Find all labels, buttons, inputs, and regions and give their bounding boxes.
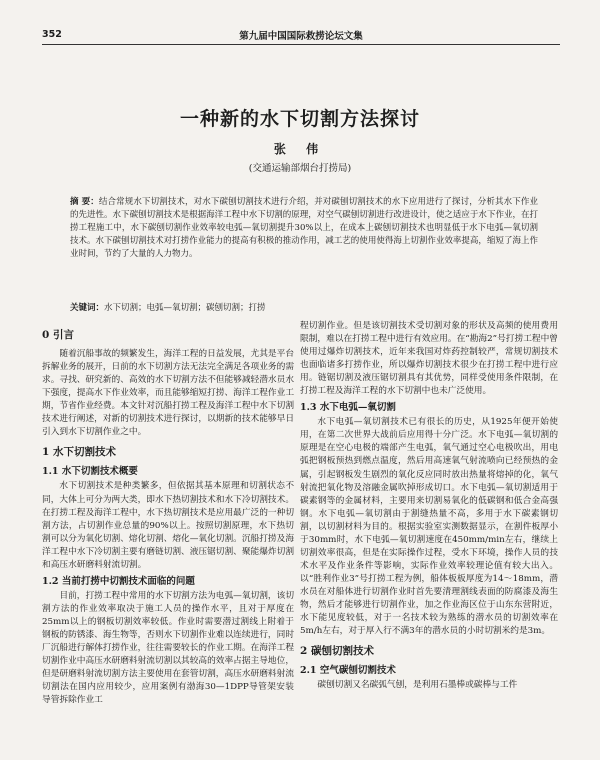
left-column — [42, 322, 294, 707]
section-1-1-paragraph: 水下切割技术是种类繁多，但依据其基本原理和切割状态不同，大体上可分为两大类，即水下热切割技术和水下冷切割技术。在打捞工程及海洋工程中，水下热切割技术是应用最广泛的一种切割方法，占切割作业总量的90%以上。按照切割原理，水下热切割可以分为氧化切割、熔化切割、熔化—氧化切割。沉船打捞及海洋工程中水下冷切割主要有磨链切割、液压锯切割、聚能爆炸切割和高压水研磨料射流切割。 — [42, 481, 294, 570]
abstract-text: 结合常规水下切割技术，对水下碳刨切割技术进行介绍，并对碳刨切割技术的水下应用进行了探讨，分析其水下作业的先进性。水下碳刨切割技术是根据海洋工程中水下切割的原理，对空气碳刨切割进行改进设计，使之适应于水下作业，在打捞工程施工中，水下碳刨切割作业效率较电弧—氧切割提升30%以上，在成本上碳刨切割技术也明显低于水下电弧—氧切割技术。水下碳刨切割技术对打捞作业能力的提高有积极的推动作用，减工艺的使用使得海上切割作业效率提高，缩短了海上作业时间，节约了大量的人力物力。 — [70, 197, 538, 260]
abstract-label: 摘 要： — [70, 197, 99, 207]
author-affiliation: (交通运输部烟台打捞局) — [248, 163, 352, 174]
section-0-heading: 0 引言 — [42, 329, 74, 341]
section-1-2-heading: 1.2 当前打捞中切割技术面临的问题 — [42, 575, 195, 587]
abstract-block — [70, 196, 538, 261]
section-1-2-paragraph: 目前，打捞工程中常用的水下切割方法为电弧—氧切割，该切割方法的作业效率取决于施工人员的操作水平，且对于厚度在25mm以上的钢板切割效率较低。作业时需要潜过割线上附着于钢板的防锈漆、海生物等，否则水下切割作业难以连续进行，同时厂沉船进行解体打捞作业，往往需要较长的作业工期。在海洋工程切割作业中高压水研磨料射流切割以其较高的效率占据主导地位，但是研磨料射流切割方法主要使用在套管切割，高压水研磨料射流切割法在国内应用较少，应用案例有渤海30—1DPP导管架安装导管拆除作业工 — [42, 590, 294, 706]
conference-title: 第九届中国国际救捞论坛文集 — [239, 31, 363, 42]
keywords-label: 关键词： — [70, 303, 105, 313]
section-0-paragraph: 随着沉船事故的频繁发生，海洋工程的日益发展，尤其是平台拆解业务的展开，日前的水下切割方法无法完全满足各项业务的需求。寻找、研究新的、高效的水下切割方法不但能够减轻潜水员水下强度，提高水下作业效率，而且能够缩短打捞、海洋工程作业工期，节省作业经费。本文针对沉船打捞工程及海洋工程中水下切割技术进行阐述，对新的切割技术进行探讨，以期新的技术能够早日引入到水下切割作业之中。 — [42, 349, 294, 438]
section-2-heading: 2 碳刨切割技术 — [300, 645, 374, 658]
section-2-1-paragraph: 碳刨切割又名碳弧气刨，是利用石墨棒或碳棒与工件 — [317, 680, 518, 691]
right-column — [300, 320, 558, 692]
section-1-1-heading: 1.1 水下切割技术概要 — [42, 466, 138, 478]
keywords-block — [70, 302, 538, 315]
keywords-text: 水下切割；电弧—氧切割；碳刨切割；打捞 — [104, 303, 266, 313]
section-1-3-heading: 1.3 水下电弧—氧切割 — [300, 402, 396, 414]
continued-paragraph: 程切割作业。但是该切割技术受切割对象的形状及高频的使用费用限制，难以在打捞工程中进行有效应用。在“勘海2”号打捞工程中曾使用过爆炸切割技术，近年来我国对炸药控制较严，常规切割技术也面临诸多打捞作业，所以爆炸切割技术很少在打捞工程中进行应用。链锯切割及液压锯切割具有其优势，同样受使用条件限制，在打捞工程及海洋工程的水下切割中也未广泛使用。 — [300, 321, 558, 397]
paper-title: 一种新的水下切割方法探讨 — [179, 108, 420, 130]
page-number: 352 — [42, 29, 62, 40]
section-2-1-heading: 2.1 空气碳刨切割技术 — [300, 665, 396, 677]
section-1-3-paragraph: 水下电弧—氧切割技术已有很长的历史，从1925年便开始使用，在第二次世界大战前后应用得十分广泛。水下电弧—氧切割的原理是在空心电极的端部产生电弧，氧气通过空心电极吹出，用电弧把钢板预热到燃点温度，然后用高速氧气射流喷向已经预热的金属，引起钢板发生剧烈的氧化反应同时放出热量将熔掉的化，氧气射流把氧化物及溶融金属吹掉形成切口。水下电弧—氧切割适用于碳素钢等的金属材料，主要用来切割易氧化的低碳钢和低合金高强钢。水下电弧—氧切割由于割缝热量不高，多用于水下碳素钢切割，以切割材料为目的。根据实验室实测数据显示，在割件板厚小于30mm时，水下电弧—氧切割速度在450mm/min左右，继续上切割效率很高，但是在实际操作过程，受水下环境，操作人员的技术水平及作业条件等影响，实际作业效率较理论值有较大出入。以“胜利作业3”号打捞工程为例，船体板板厚度为14～18mm，潜水员在对船体进行切割作业时首先要清理割线表面的防腐漆及海生物，然后才能够进行切割作业，加之作业海区位于山东东营附近，水下能见度较低，对于一名技术较为熟练的潜水员的切割效率在5m/h左右，对于厚入行不满3年的潜水员的小时切割米约是3m。 — [300, 417, 558, 637]
author-name: 张 伟 — [273, 142, 327, 156]
running-header — [42, 28, 560, 45]
section-1-heading: 1 水下切割技术 — [42, 446, 116, 459]
